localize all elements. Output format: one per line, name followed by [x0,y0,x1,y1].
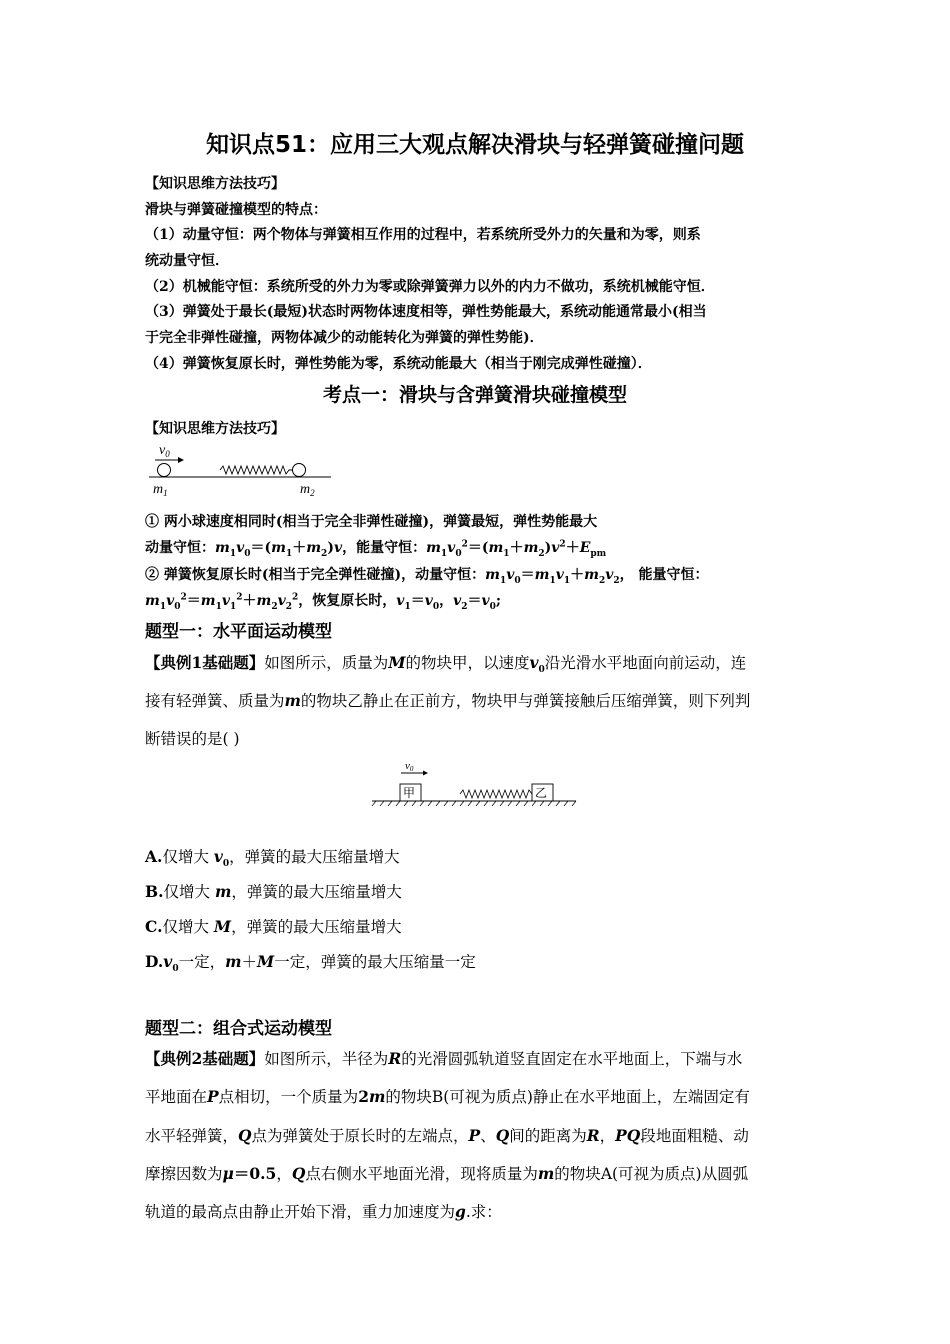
point-3a: （3）弹簧处于最长(最短)状态时两物体速度相等，弹性势能最大，系统动能通常最小(相当 [145,304,707,320]
q1-line-1: 【典例1基础题】如图所示，质量为M的物块甲，以速度$v_0$沿光滑水平地面向前运动，连 [145,653,747,676]
kaodian-heading: 【知识思维方法技巧】 [145,421,285,437]
q2-line-3: 水平轻弹簧，Q点为弹簧处于原长时的左端点，P、Q间的距离为R，PQ段地面粗糙、动 [145,1126,749,1145]
block-jia-label: 甲 [403,786,416,800]
block-spring-figure [368,758,580,810]
kaodian-title: 考点一：滑块与含弹簧滑块碰撞模型 [322,384,627,406]
q2-line-5: 轨道的最高点由静止开始下滑，重力加速度为g.求： [145,1202,502,1221]
option-b[interactable]: B.仅增大 m，弹簧的最大压缩量增大 [145,882,402,901]
ball-m2 [293,464,306,477]
two-ball-spring-figure [145,440,335,498]
point-1b: 统动量守恒． [145,253,229,269]
fig1-m1-label: $m_1$ [153,482,168,498]
ball-m1 [158,464,171,477]
point-2: （2）机械能守恒：系统所受的外力为零或除弹簧弹力以外的内力不做功，系统机械能守恒． [145,279,715,295]
page-title: 知识点51：应用三大观点解决滑块与轻弹簧碰撞问题 [205,132,744,158]
q2-line-2: 平地面在P点相切，一个质量为2m的物块B(可视为质点)静止在水平地面上，左端固定有 [145,1087,750,1106]
option-d[interactable]: $D.v_0$一定，m＋M一定，弹簧的最大压缩量一定 [145,952,476,975]
kd-line-4: $m_1v_0^2=m_1v_1^2+m_2v_2^2$，恢复原长时，$v_1=v_0$，$v_2=v_0$; [145,592,502,612]
fig1-velocity-label: $v_0$ [159,443,170,459]
point-3b: 于完全非弹性碰撞，两物体减少的动能转化为弹簧的弹性势能)． [145,330,544,346]
spring-icon [460,790,532,798]
kd-line-2: 动量守恒：$m_1v_0=(m_1+m_2)v$，能量守恒：$m_1v_0^2=(m_1+m_2)v^2+E_{pm}$ [145,539,607,559]
q2-line-4: 摩擦因数为μ＝0.5，Q点右侧水平地面光滑，现将质量为m的物块A(可视为质点)从圆弧 [145,1164,749,1183]
block-yi-label: 乙 [535,786,548,800]
point-4: （4）弹簧恢复原长时，弹性势能为零，系统动能最大（相当于刚完成弹性碰撞）． [145,356,652,372]
type2-title: 题型二：组合式运动模型 [145,1019,332,1039]
option-c[interactable]: C.仅增大 M，弹簧的最大压缩量增大 [145,917,402,936]
intro-line: 滑块与弹簧碰撞模型的特点： [145,202,327,218]
fig1-m2-label: $m_2$ [300,482,315,498]
option-a[interactable]: A.仅增大 $v_0$，弹簧的最大压缩量增大 [145,847,400,870]
q2-line-1: 【典例2基础题】如图所示，半径为R的光滑圆弧轨道竖直固定在水平地面上，下端与水 [145,1049,743,1068]
q1-line-3: 断错误的是( ) [145,730,240,748]
point-1a: （1）动量守恒：两个物体与弹簧相互作用的过程中，若系统所受外力的矢量和为零，则系 [145,227,701,243]
spring-icon [220,466,293,474]
kd-line-1: ① 两小球速度相同时(相当于完全非弹性碰撞)，弹簧最短，弹性势能最大 [145,514,598,530]
type1-title: 题型一：水平面运动模型 [145,622,332,642]
q1-line-2: 接有轻弹簧、质量为m的物块乙静止在正前方，物块甲与弹簧接触后压缩弹簧，则下列判 [145,691,751,710]
kd-line-3: ② 弹簧恢复原长时(相当于完全弹性碰撞)，动量守恒：$m_1v_0=m_1v_1+m_2v_2$， 能量守恒： [145,567,709,586]
method-heading: 【知识思维方法技巧】 [145,176,285,192]
fig2-velocity-label: v0 [405,760,414,773]
